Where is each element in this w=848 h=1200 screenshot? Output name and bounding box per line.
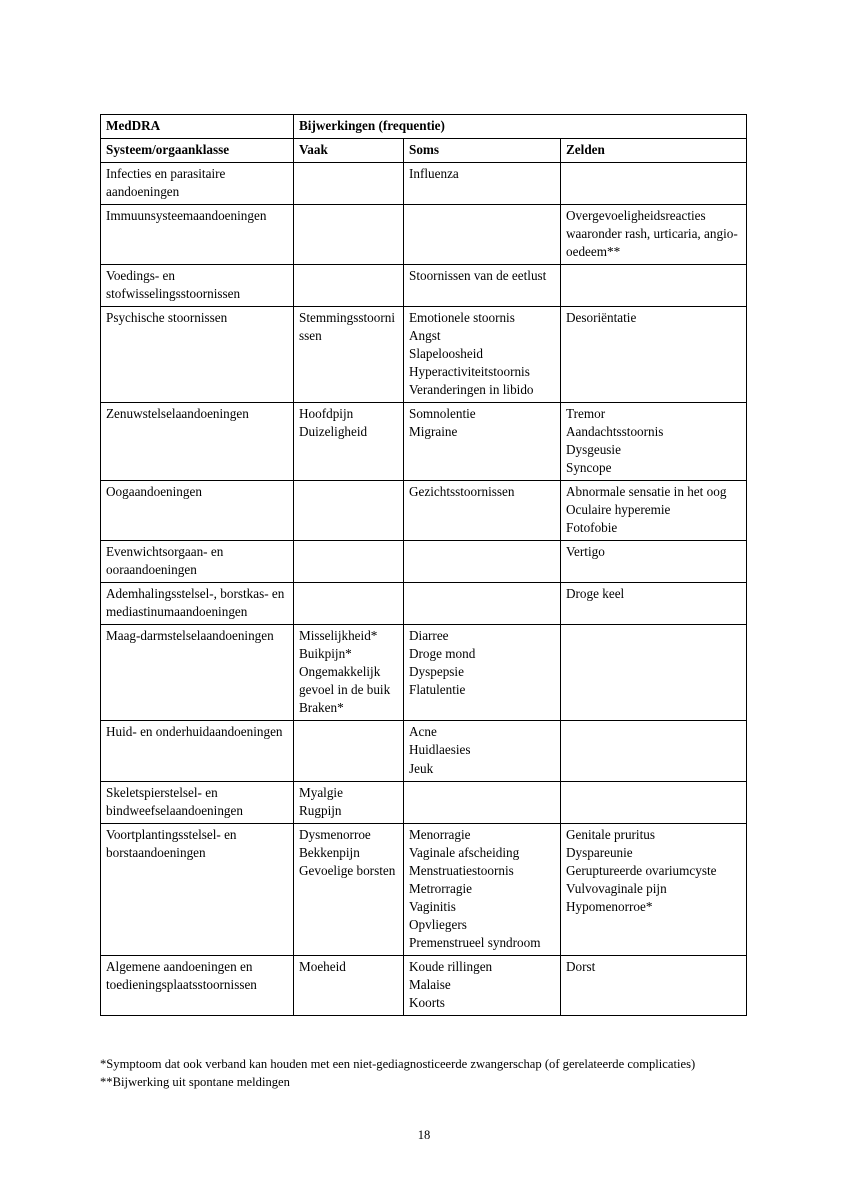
cell-zelden [561, 625, 747, 721]
footnote-double-asterisk: **Bijwerking uit spontane meldingen [100, 1075, 290, 1090]
table-row [101, 583, 747, 625]
cell-zelden [561, 823, 747, 955]
cell-soms [404, 205, 561, 265]
table-row [101, 163, 747, 205]
cell-text: Stemmingsstoornissen [299, 310, 395, 344]
cell-soc [101, 625, 294, 721]
cell-soms [404, 403, 561, 481]
header-cell-vaak: Vaak [294, 139, 404, 163]
cell-vaak [294, 403, 404, 481]
cell-text: Tremor Aandachtsstoornis Dysgeusie Syncope [566, 406, 664, 476]
cell-text: Algemene aandoeningen en toedieningsplaatsstoornissen [106, 958, 257, 992]
header-cell-meddra: MedDRA [101, 115, 294, 139]
cell-soc [101, 541, 294, 583]
cell-text: Genitale pruritus Dyspareunie Geruptureerde ovariumcyste Vulvovaginale pijn Hypomenorroe* [566, 826, 717, 914]
cell-text: Oogaandoeningen [106, 484, 202, 500]
cell-zelden [561, 721, 747, 781]
cell-zelden [561, 481, 747, 541]
cell-text: Influenza [409, 166, 459, 182]
cell-text: Droge keel [566, 586, 625, 602]
cell-zelden [561, 265, 747, 307]
cell-text: Voortplantingsstelsel- en borstaandoeningen [106, 826, 237, 860]
cell-soms [404, 823, 561, 955]
cell-zelden [561, 205, 747, 265]
cell-zelden [561, 403, 747, 481]
cell-text: Psychische stoornissen [106, 310, 228, 326]
table-row [101, 823, 747, 955]
table-row [101, 781, 747, 823]
cell-text: Koude rillingen Malaise Koorts [409, 958, 493, 1010]
table-row [101, 541, 747, 583]
table-row [101, 265, 747, 307]
cell-soms [404, 721, 561, 781]
cell-text: Gezichtsstoornissen [409, 484, 515, 500]
cell-soms [404, 583, 561, 625]
table-row [101, 721, 747, 781]
cell-text: Myalgie Rugpijn [299, 784, 343, 818]
cell-text: Menorragie Vaginale afscheiding Menstruatiestoornis Metrorragie Vaginitis Opvliegers Premenstrueel syndroom [409, 826, 541, 950]
cell-zelden [561, 955, 747, 1015]
header-cell-system-organ-class: Systeem/orgaanklasse [101, 139, 294, 163]
page-number: 18 [417, 1128, 431, 1142]
cell-soms [404, 781, 561, 823]
cell-text: Maag-darmstelselaandoeningen [106, 628, 274, 644]
header-cell-zelden: Zelden [561, 139, 747, 163]
cell-text: Overgevoeligheidsreacties waaronder rash, urticaria, angio-oedeem** [566, 208, 738, 260]
table-row [101, 205, 747, 265]
footnotes [100, 1055, 762, 1092]
cell-text: Vertigo [566, 544, 605, 560]
cell-text: Somnolentie Migraine [409, 406, 476, 440]
cell-vaak [294, 307, 404, 403]
cell-soc [101, 163, 294, 205]
cell-vaak [294, 823, 404, 955]
table-body [101, 115, 747, 1016]
table-header-row-1 [101, 115, 747, 139]
cell-zelden [561, 163, 747, 205]
cell-text: Moeheid [299, 958, 346, 974]
cell-vaak [294, 541, 404, 583]
cell-soc [101, 721, 294, 781]
table-header-row-2 [101, 139, 747, 163]
cell-vaak [294, 163, 404, 205]
table-row [101, 955, 747, 1015]
cell-text: Huid- en onderhuidaandoeningen [106, 724, 283, 740]
table-row [101, 625, 747, 721]
table-row [101, 481, 747, 541]
cell-vaak [294, 721, 404, 781]
cell-text: Immuunsysteemaandoeningen [106, 208, 267, 224]
cell-soc [101, 955, 294, 1015]
cell-vaak [294, 583, 404, 625]
cell-vaak [294, 265, 404, 307]
cell-text: Evenwichtsorgaan- en ooraandoeningen [106, 544, 224, 578]
cell-text: Misselijkheid* Buikpijn* Ongemakkelijk gevoel in de buik Braken* [299, 628, 391, 716]
cell-soms [404, 307, 561, 403]
cell-vaak [294, 955, 404, 1015]
cell-soc [101, 823, 294, 955]
table-row [101, 403, 747, 481]
cell-text: Stoornissen van de eetlust [409, 268, 547, 284]
cell-soms [404, 541, 561, 583]
cell-text: Skeletspierstelsel- en bindweefselaandoeningen [106, 784, 243, 818]
cell-soc [101, 265, 294, 307]
cell-text: Desoriëntatie [566, 310, 637, 326]
cell-soc [101, 307, 294, 403]
cell-vaak [294, 625, 404, 721]
cell-soms [404, 163, 561, 205]
header-cell-soms: Soms [404, 139, 561, 163]
cell-text: Voedings- en stofwisselingsstoornissen [106, 268, 241, 302]
cell-soms [404, 265, 561, 307]
adverse-reactions-table-container [100, 114, 746, 1016]
header-cell-bijwerkingen: Bijwerkingen (frequentie) [294, 115, 747, 139]
cell-zelden [561, 781, 747, 823]
cell-text: Ademhalingsstelsel-, borstkas- en mediastinumaandoeningen [106, 586, 285, 620]
cell-soms [404, 481, 561, 541]
cell-zelden [561, 583, 747, 625]
adverse-reactions-table [100, 114, 747, 1016]
cell-text: Zenuwstelselaandoeningen [106, 406, 249, 422]
cell-zelden [561, 307, 747, 403]
cell-soc [101, 205, 294, 265]
cell-text: Dorst [566, 958, 596, 974]
cell-text: Abnormale sensatie in het oog Oculaire hyperemie Fotofobie [566, 484, 727, 536]
cell-soc [101, 481, 294, 541]
cell-text: Hoofdpijn Duizeligheid [299, 406, 368, 440]
cell-zelden [561, 541, 747, 583]
cell-text: Infecties en parasitaire aandoeningen [106, 166, 226, 200]
table-row [101, 307, 747, 403]
cell-text: Diarree Droge mond Dyspepsie Flatulentie [409, 628, 476, 698]
cell-text: Dysmenorroe Bekkenpijn Gevoelige borsten [299, 826, 396, 878]
cell-soc [101, 403, 294, 481]
cell-vaak [294, 481, 404, 541]
footnote-single-asterisk: *Symptoom dat ook verband kan houden met een niet-gediagnosticeerde zwangerschap (of gerelateerde complicaties) [100, 1057, 696, 1071]
cell-vaak [294, 781, 404, 823]
cell-soms [404, 625, 561, 721]
cell-text: Acne Huidlaesies Jeuk [409, 724, 471, 776]
cell-soc [101, 781, 294, 823]
cell-vaak [294, 205, 404, 265]
cell-soc [101, 583, 294, 625]
cell-text: Emotionele stoornis Angst Slapeloosheid Hyperactiviteitstoornis Veranderingen in libido [409, 310, 534, 398]
cell-soms [404, 955, 561, 1015]
